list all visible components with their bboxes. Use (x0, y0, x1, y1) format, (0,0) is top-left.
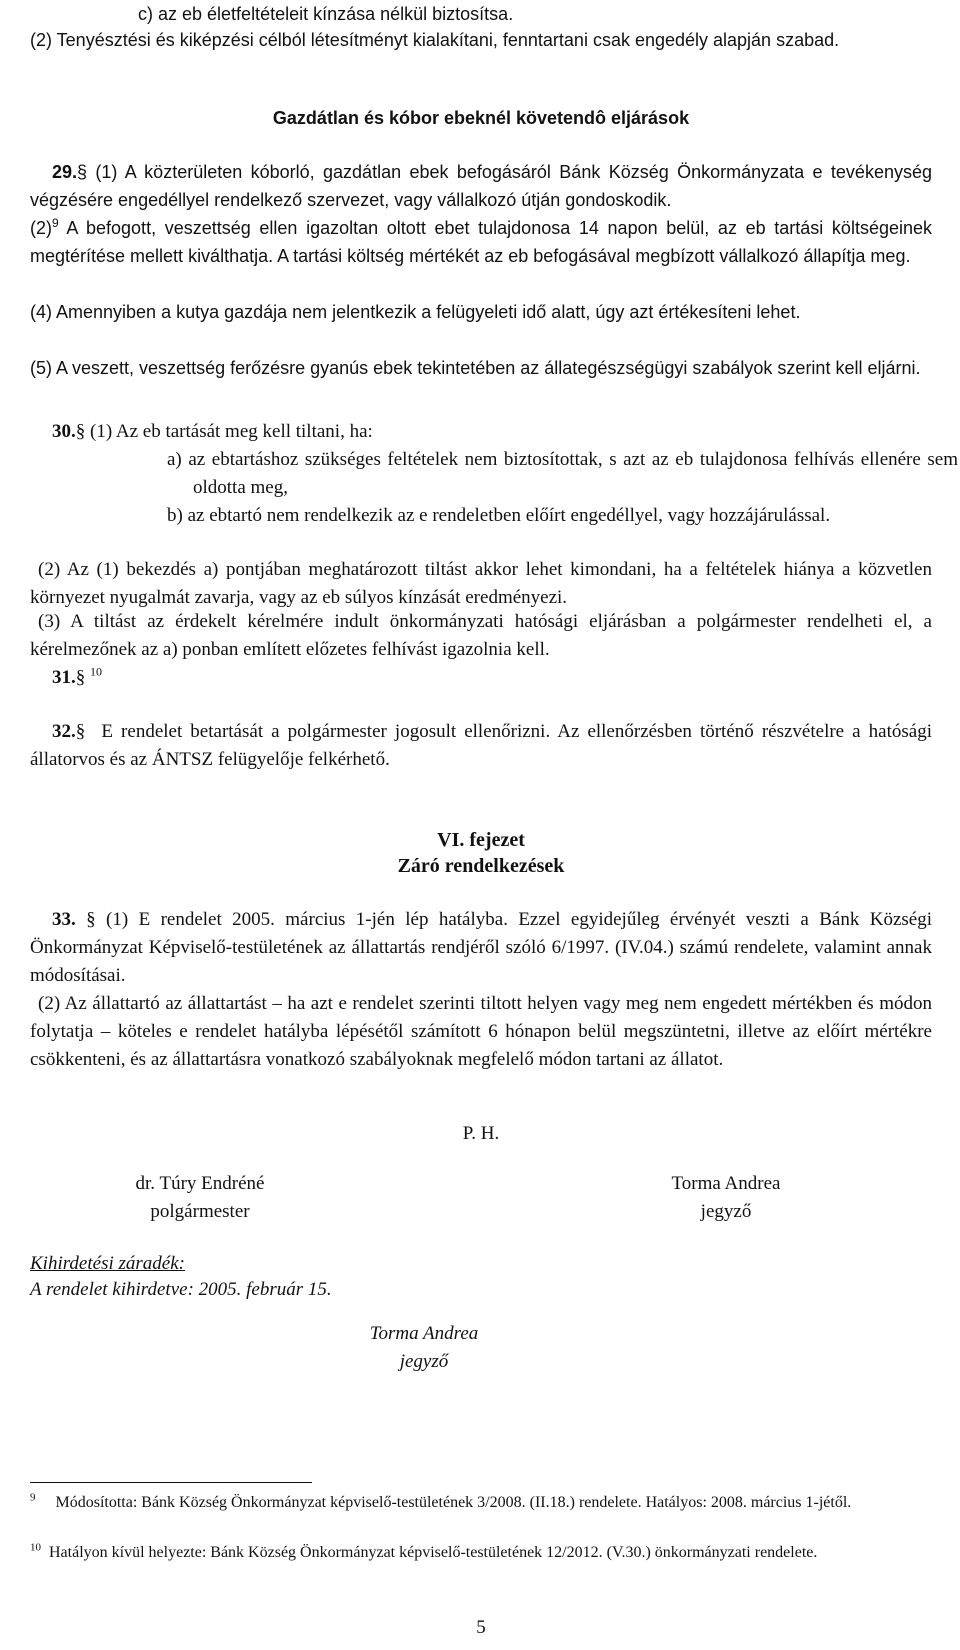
clause-signature-role: jegyző (399, 1351, 449, 1372)
clause-signature-name: Torma Andrea (369, 1323, 479, 1344)
section-30-item-a-text: a) az ebtartáshoz szükséges feltételek nem biztosítottak, s azt az eb tulajdonosa felhívás ellenére sem oldotta meg, (167, 449, 958, 498)
paragraph-2 (30, 26, 932, 54)
section-31 (30, 664, 932, 692)
signature-mayor-name: dr. Túry Endréné (135, 1173, 265, 1194)
section-29-number: 29. (52, 162, 78, 182)
promulgation-date-text: A rendelet kihirdetve: 2005. február 15. (30, 1279, 332, 1300)
section-33-para-1 (30, 906, 932, 990)
section-29-para-2 (30, 214, 932, 270)
section-sign: § (86, 909, 96, 930)
section-30-number: 30. (52, 421, 76, 442)
footnote-ref-9[interactable]: 9 (52, 216, 59, 230)
section-33-para-1-text: (1) E rendelet 2005. március 1-jén lép hatályba. Ezzel egyidejűleg érvényét veszti a Bánk Községi Önkormányzat Képviselő-testületének az állattartás rendjéről szóló 6/1997. (IV.04.) számú rendelete, valamint annak módosításai. (30, 909, 932, 986)
item-c (138, 0, 932, 28)
section-30-para-3 (30, 608, 932, 664)
section-29-para-2-text: A befogott, veszettség ellen igazoltan oltott ebet tulajdonosa 14 napon belül, az eb tartási költségeinek megtérítése mellett kiválthatja. A tartási költség mértékét az eb befogásával megbízott vállalkozó állapítja meg. (30, 218, 932, 266)
chapter-title-text: VI. fejezet (437, 829, 525, 851)
promulgation-clause-heading (30, 1250, 932, 1278)
section-30-para-2-text: (2) Az (1) bekezdés a) pontjában meghatározott tiltást akkor lehet kimondani, ha a feltételek hiánya a közvetlen környezet nyugalmát zavarja, vagy az eb súlyos kínzását eredményezi. (30, 559, 932, 608)
section-30-para-2 (30, 556, 932, 612)
footnote-ref-10[interactable]: 10 (90, 664, 102, 679)
section-33-para-2-text: (2) Az állattartó az állattartást – ha azt e rendelet szerinti tiltott helyen vagy meg nem engedett mértékben és módon folytatja – köteles e rendelet hatályba lépésétől számított 6 hónapon belül megszüntetni, illetve az előírt mértékre csökkenteni, és az állattartásra vonatkozó szabályoknak megfelelő módon tartani az állatot. (30, 993, 932, 1070)
footnote-9-text: Módosította: Bánk Község Önkormányzat képviselő-testületének 3/2008. (II.18.) rendelete. Hatályos: 2008. március 1-jétől. (55, 1494, 852, 1511)
clause-signature (294, 1320, 554, 1376)
section-30-para-1-text: (1) Az eb tartását meg kell tiltani, ha: (85, 421, 373, 442)
signature-mayor-role: polgármester (150, 1201, 250, 1222)
seal-place-text: P. H. (462, 1123, 500, 1144)
section-heading (30, 104, 932, 132)
signature-notary-name: Torma Andrea (671, 1173, 781, 1194)
section-sign: § (75, 667, 86, 688)
section-32-text: E rendelet betartását a polgármester jogosult ellenőrizni. Az ellenőrzésben történő részvételre a hatósági állatorvos és az ÁNTSZ felügyelője felkérhető. (30, 721, 937, 770)
para-label: (2) (30, 218, 52, 238)
section-29-para-5-text: (5) A veszett, veszettség ferőzésre gyanús ebek tekintetében az állategészségügyi szabályok szerint kell eljárni. (30, 358, 921, 378)
footnote-9 (30, 1492, 932, 1514)
section-29-para-4 (30, 298, 932, 326)
footnote-9-mark: 9 (30, 1491, 36, 1504)
section-30-para-3-text: (3) A tiltást az érdekelt kérelmére indult önkormányzati hatósági eljárásban a polgármester rendelheti el, a kérelmezőnek az a) ponban említett előzetes felhívást igazolnia kell. (30, 611, 932, 660)
section-29-para-1 (30, 158, 932, 214)
section-heading-text: Gazdátlan és kóbor ebeknél követendô eljárások (272, 108, 690, 128)
section-29-para-1-text: (1) A közterületen kóborló, gazdátlan ebek befogásáról Bánk Község Önkormányzata e tevékenység végzésére engedéllyel rendelkező szervezet, vagy vállalkozó útján gondoskodik. (30, 162, 932, 210)
footnote-10 (30, 1542, 932, 1564)
section-sign: § (75, 721, 86, 742)
section-sign: § (75, 421, 86, 442)
signature-notary-role: jegyző (700, 1201, 752, 1222)
section-sign: § (77, 162, 88, 182)
chapter-subtitle-text: Záró rendelkezések (397, 855, 565, 877)
section-30-item-b (167, 502, 958, 530)
footnote-separator (30, 1482, 312, 1483)
section-32-number: 32. (52, 721, 76, 742)
footnote-10-text: Hatályon kívül helyezte: Bánk Község Önkormányzat képviselő-testületének 12/2012. (V.30.) önkormányzati rendelete. (49, 1544, 818, 1561)
section-31-number: 31. (52, 667, 76, 688)
section-29-para-5 (30, 354, 932, 382)
page-number-text: 5 (476, 1617, 486, 1638)
section-33-para-2 (30, 990, 932, 1074)
promulgation-clause-text (30, 1276, 932, 1304)
item-c-text: c) az eb életfeltételeit kínzása nélkül biztosítsa. (138, 4, 514, 24)
section-32 (30, 718, 937, 774)
chapter-title (30, 826, 932, 854)
page-number (30, 1614, 932, 1642)
chapter-subtitle (30, 852, 932, 880)
section-30-para-1 (30, 418, 932, 446)
promulgation-clause-heading-text: Kihirdetési záradék: (30, 1253, 185, 1274)
footnote-10-mark: 10 (30, 1541, 41, 1554)
section-29-para-4-text: (4) Amennyiben a kutya gazdája nem jelentkezik a felügyeleti idő alatt, úgy azt értékesíteni lehet. (30, 302, 801, 322)
seal-place (30, 1120, 932, 1148)
signature-notary (596, 1170, 856, 1226)
signature-mayor (70, 1170, 330, 1226)
section-33-number: 33. (52, 909, 76, 930)
section-30-item-b-text: b) az ebtartó nem rendelkezik az e rendeletben előírt engedéllyel, vagy hozzájárulással. (167, 505, 831, 526)
paragraph-2-text: (2) Tenyésztési és kiképzési célból létesítményt kialakítani, fenntartani csak engedély alapján szabad. (30, 30, 840, 50)
section-30-item-a (167, 446, 958, 502)
